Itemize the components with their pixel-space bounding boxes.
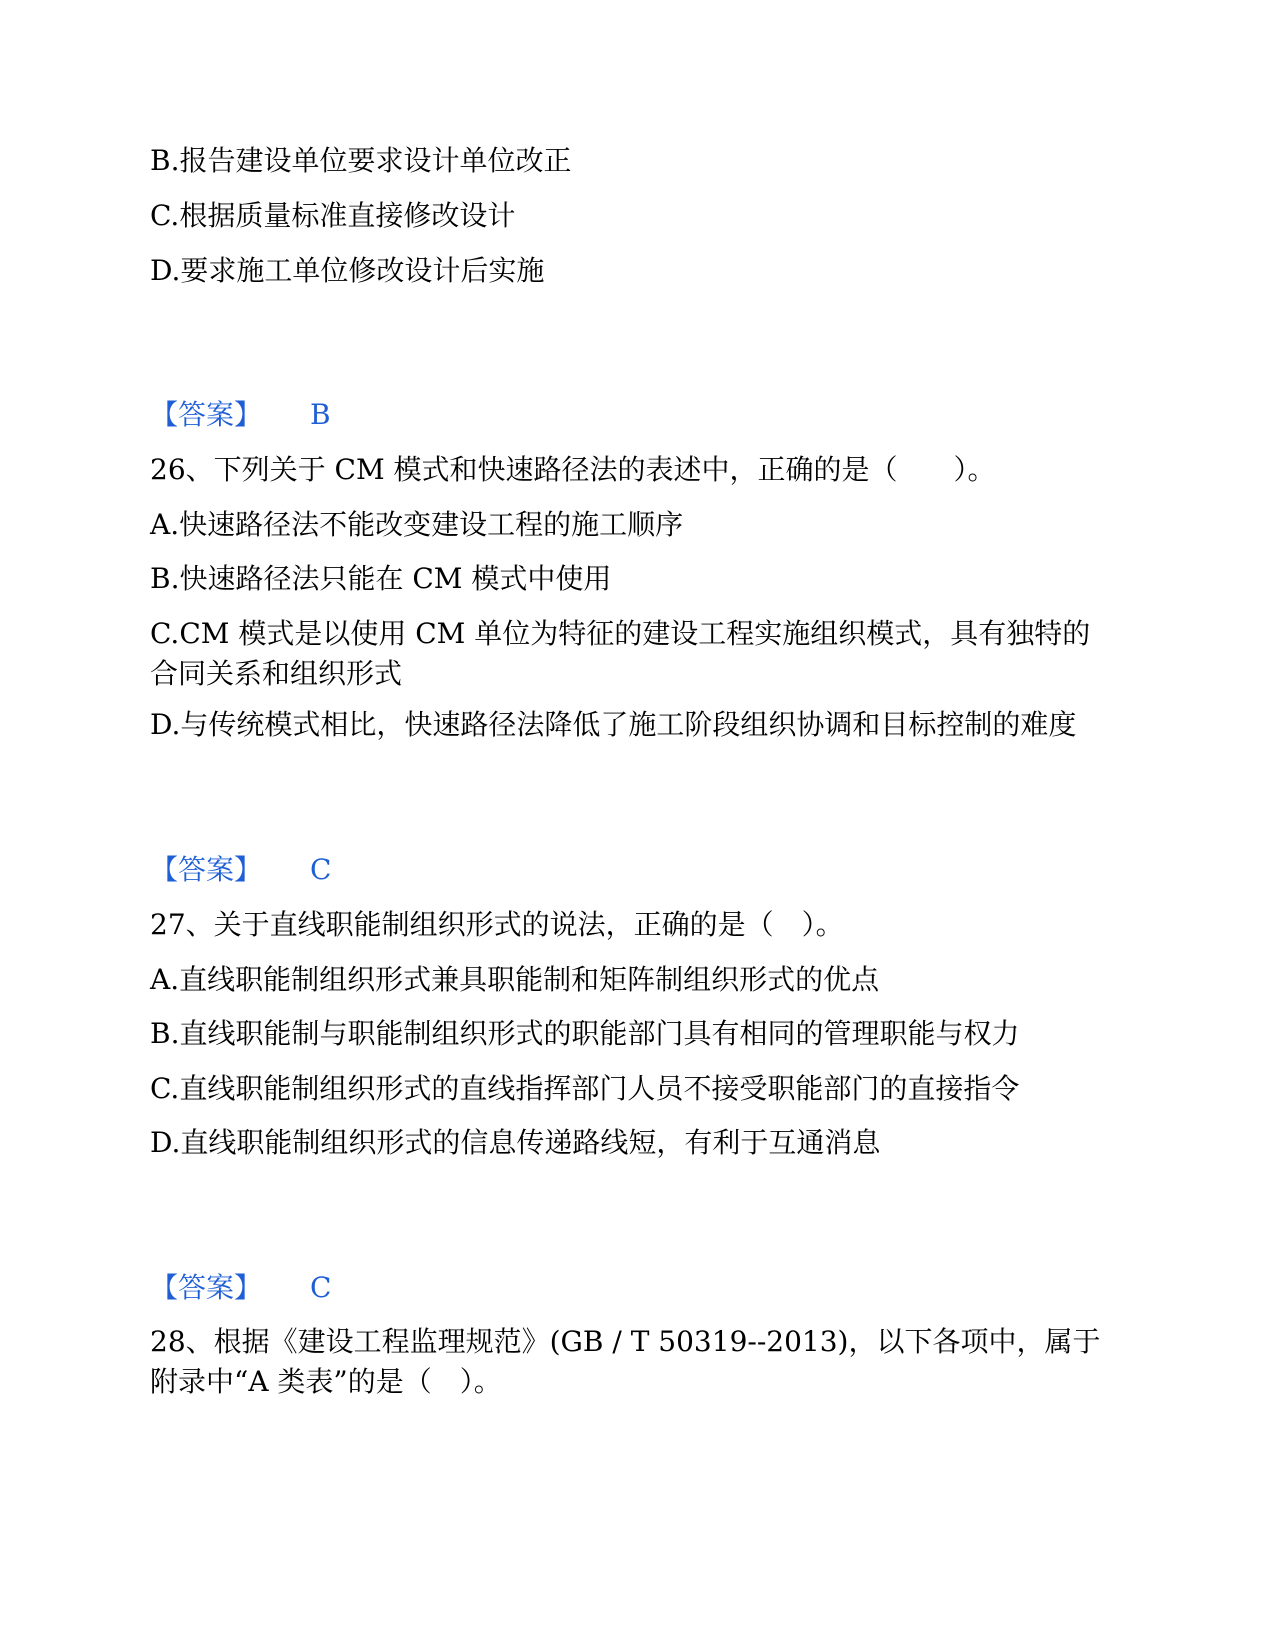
q26-answer [150, 851, 331, 889]
q27-option-b: B.直线职能制与职能制组织形式的职能部门具有相同的管理职能与权力 [150, 1017, 1020, 1050]
answer-label: 【答案】 [150, 398, 263, 431]
q25-option-d: D.要求施工单位修改设计后实施 [150, 254, 545, 287]
q25-option-b: B.报告建设单位要求设计单位改正 [150, 144, 572, 177]
answer-value: B [310, 398, 331, 431]
q26-option-c: C.CM 模式是以使用 CM 单位为特征的建设工程实施组织模式，具有独特的合同关系和组织形式 [150, 617, 1091, 690]
q26-option-a: A.快速路径法不能改变建设工程的施工顺序 [150, 508, 684, 541]
q27-stem: 27、关于直线职能制组织形式的说法，正确的是（ ）。 [150, 908, 844, 941]
q25-answer [150, 396, 331, 434]
answer-value: C [310, 853, 332, 886]
q27-option-d: D.直线职能制组织形式的信息传递路线短，有利于互通消息 [150, 1126, 881, 1159]
q27-option-c: C.直线职能制组织形式的直线指挥部门人员不接受职能部门的直接指令 [150, 1072, 1020, 1105]
answer-label: 【答案】 [150, 853, 263, 886]
q28-stem: 28、根据《建设工程监理规范》(GB / T 50319--2013)，以下各项中，属于附录中“A 类表”的是（ ）。 [150, 1325, 1101, 1398]
q27-answer [150, 1269, 331, 1307]
answer-value: C [310, 1271, 332, 1304]
q26-stem: 26、下列关于 CM 模式和快速路径法的表述中，正确的是（ ）。 [150, 453, 996, 486]
q26-option-b: B.快速路径法只能在 CM 模式中使用 [150, 562, 612, 595]
q27-option-a: A.直线职能制组织形式兼具职能制和矩阵制组织形式的优点 [150, 963, 880, 996]
q26-option-d: D.与传统模式相比，快速路径法降低了施工阶段组织协调和目标控制的难度 [150, 708, 1077, 741]
answer-label: 【答案】 [150, 1271, 263, 1304]
q25-option-c: C.根据质量标准直接修改设计 [150, 199, 516, 232]
